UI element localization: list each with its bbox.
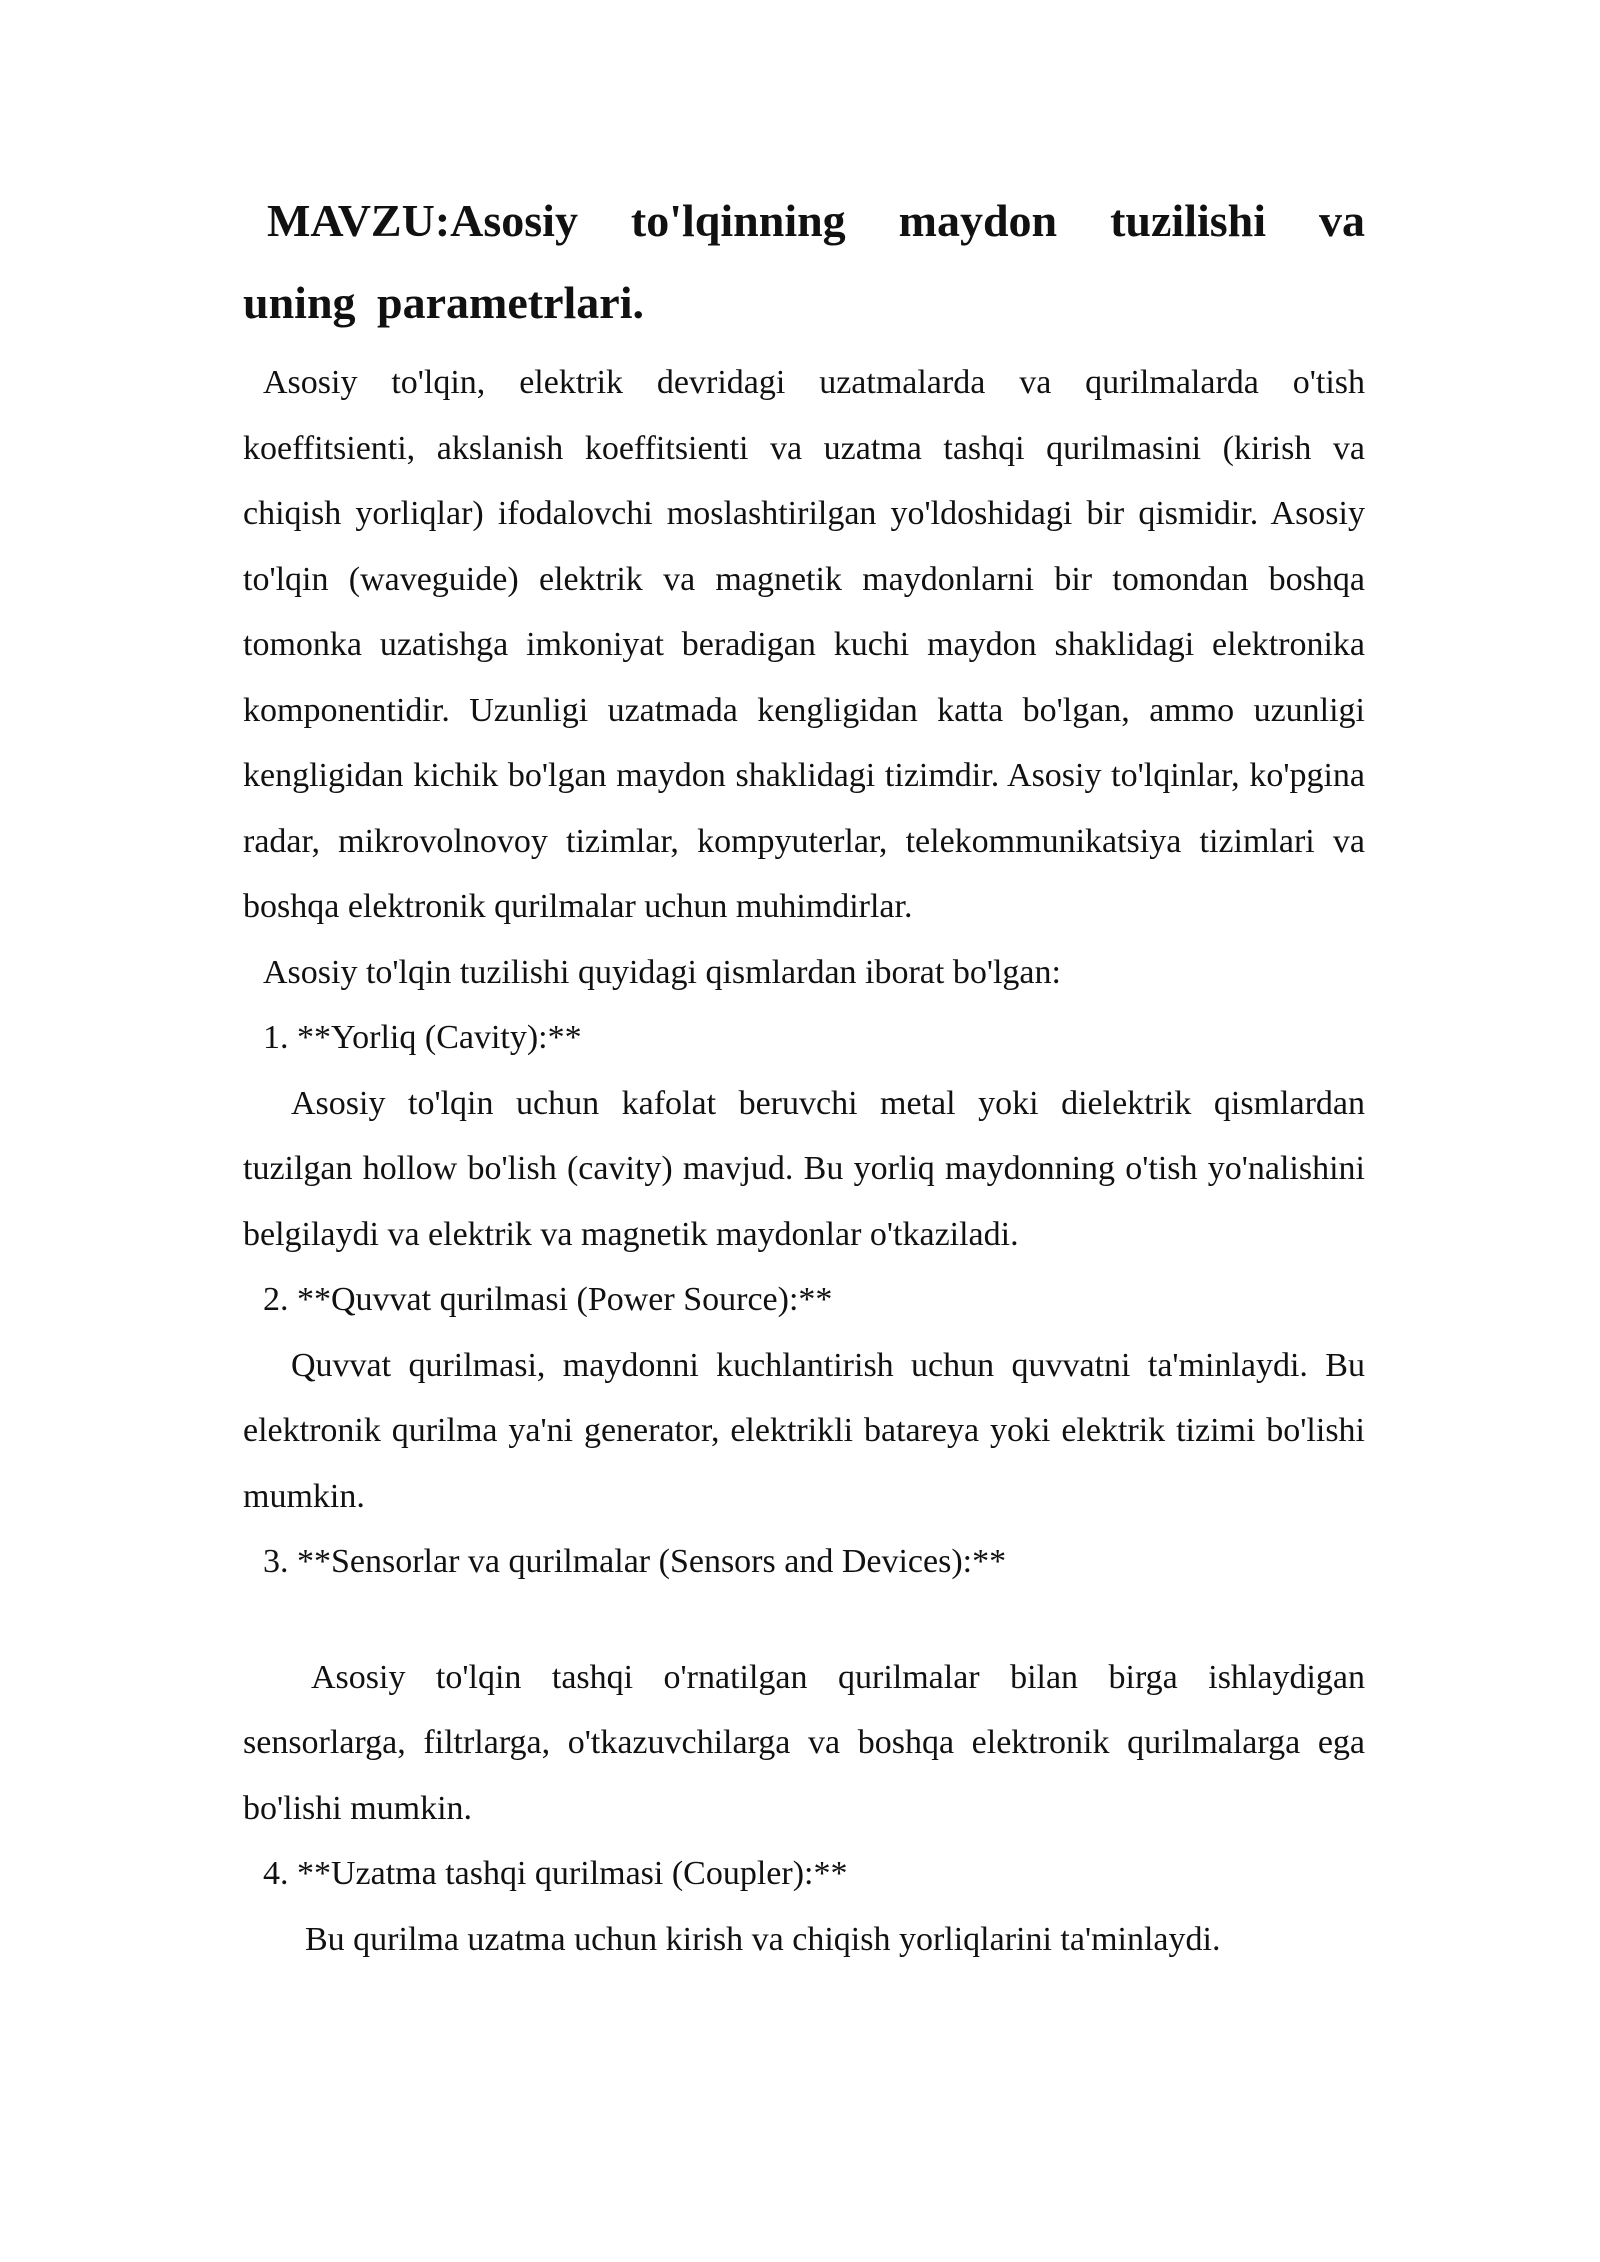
blank-line xyxy=(243,1595,1365,1645)
item-3-body: Asosiy to'lqin tashqi o'rnatilgan qurilmalar bilan birga ishlaydigan sensorlarga, filtrlarga, o'tkazuvchilarga va boshqa elektronik qurilmalarga ega bo'lishi mumkin. xyxy=(243,1658,1365,1827)
item-4-body: Bu qurilma uzatma uchun kirish va chiqish yorliqlarini ta'minlaydi. xyxy=(305,1920,1221,1958)
item-4-heading: 4. **Uzatma tashqi qurilmasi (Coupler):** xyxy=(263,1855,848,1892)
intro-paragraph: Asosiy to'lqin, elektrik devridagi uzatmalarda va qurilmalarda o'tish koeffitsienti, akslanish koeffitsienti va uzatma tashqi qurilmasini (kirish va chiqish yorliqlar) ifodalovchi moslashtirilgan yo'ldoshidagi bir qismidir. Asosiy to'lqin (waveguide) elektrik va magnetik maydonlarni bir tomondan boshqa tomonka uzatishga imkoniyat beradigan kuchi maydon shaklidagi elektronika komponentidir. Uzunligi uzatmada kengligidan katta bo'lgan, ammo uzunligi kengligidan kichik bo'lgan maydon shaklidagi tizimdir. Asosiy to'lqinlar, ko'pgina radar, mikrovolnovoy tizimlar, kompyuterlar, telekommunikatsiya tizimlari va boshqa elektronik qurilmalar uchun muhimdirlar. xyxy=(243,364,1365,925)
item-1-body: Asosiy to'lqin uchun kafolat beruvchi metal yoki dielektrik qismlardan tuzilgan hollow bo'lish (cavity) mavjud. Bu yorliq maydonning o'tish yo'nalishini belgilaydi va elektrik va magnetik maydonlar o'tkaziladi. xyxy=(243,1084,1365,1253)
item-2-heading: 2. **Quvvat qurilmasi (Power Source):** xyxy=(263,1281,833,1318)
document-title: MAVZU:Asosiy to'lqinning maydon tuzilishi va uning parametrlari. xyxy=(243,195,1365,328)
item-3-heading: 3. **Sensorlar va qurilmalar (Sensors and Devices):** xyxy=(263,1543,1007,1580)
structure-intro: Asosiy to'lqin tuzilishi quyidagi qismlardan iborat bo'lgan: xyxy=(263,953,1061,991)
document-page xyxy=(243,180,1365,1972)
item-2-body: Quvvat qurilmasi, maydonni kuchlantirish uchun quvvatni ta'minlaydi. Bu elektronik qurilma ya'ni generator, elektrikli batareya yoki elektrik tizimi bo'lishi mumkin. xyxy=(243,1346,1365,1515)
item-1-heading: 1. **Yorliq (Cavity):** xyxy=(263,1019,582,1056)
